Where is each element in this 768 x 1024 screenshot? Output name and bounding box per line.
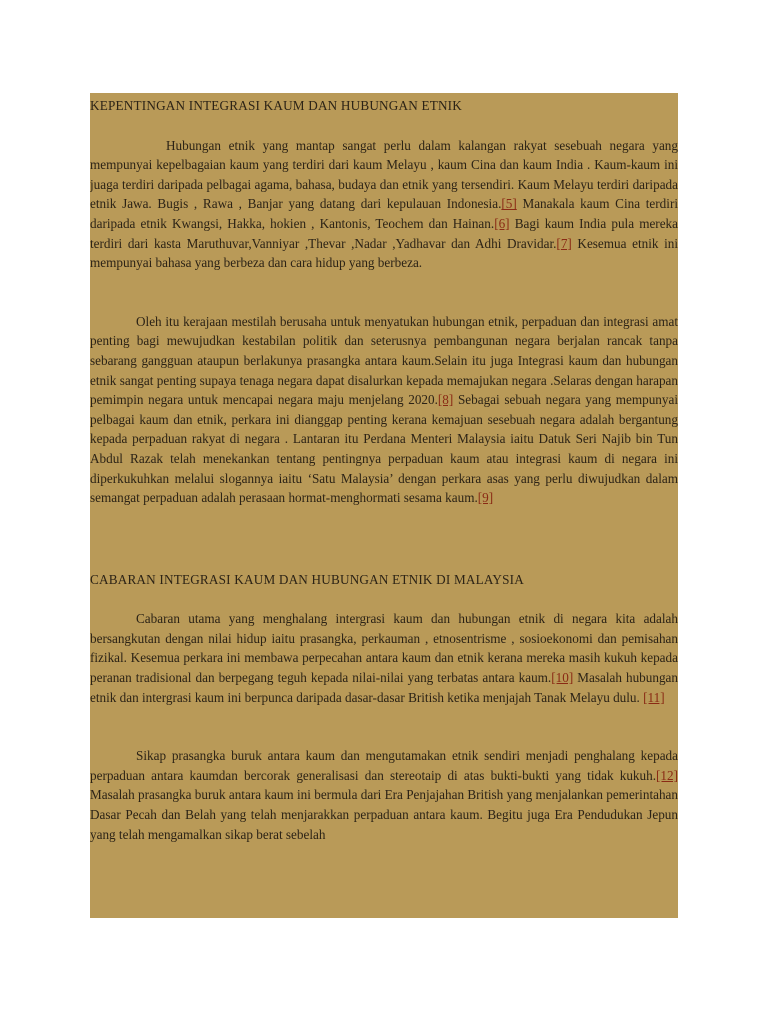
spacer bbox=[90, 116, 678, 136]
section-heading-cabaran: CABARAN INTEGRASI KAUM DAN HUBUNGAN ETNIK DI MALAYSIA bbox=[90, 571, 524, 587]
spacer bbox=[90, 707, 678, 746]
paragraph-hubungan-etnik bbox=[90, 136, 678, 273]
paragraph-text: Oleh itu kerajaan mestilah berusaha untuk menyatukan hubungan etnik, perpaduan dan integrasi amat penting bagi mewujudkan kestabilan politik dan seterusnya pembangunan negara berjalan rancak tanpa sebarang gangguan ataupun berlakunya prasangka antara kaum.Selain itu juga Integrasi kaum dan hubungan etnik sangat penting supaya tenaga negara dapat disalurkan kepada memajukan negara .Selaras dengan harapan pemimpin negara untuk mencapai negara maju menjelang 2020. bbox=[90, 313, 678, 408]
document-page bbox=[90, 93, 678, 918]
footnote-link-5[interactable]: [5] bbox=[501, 196, 517, 212]
footnote-link-7[interactable]: [7] bbox=[556, 235, 572, 251]
paragraph-text: Sebagai sebuah negara yang mempunyai pelbagai kaum dan etnik, perkara ini dianggap penting kerana kemajuan sesebuah negara adalah bergantung kepada perpaduan rakyat di negara . Lantaran itu Perdana Menteri Malaysia iaitu Datuk Seri Najib bin Tun Abdul Razak telah menekankan tentang pentingnya perpaduan kaum atau integrasi kaum di negara ini diperkukuhkan melalui slogannya iaitu ‘Satu Malaysia’ dengan perkara asas yang perlu diwujudkan dalam semangat perpaduan adalah perasaan hormat-menghormati sesama kaum. bbox=[90, 392, 678, 506]
paragraph-cabaran-utama bbox=[90, 609, 678, 707]
paragraph-text: Bagi kaum India pula mereka terdiri dari kasta Maruthuvar,Vanniyar ,Thevar ,Nadar ,Yadhavar dan Adhi Dravidar. bbox=[90, 215, 678, 251]
footnote-link-9[interactable]: [9] bbox=[477, 490, 494, 506]
paragraph-text: Sikap prasangka buruk antara kaum dan mengutamakan etnik sendiri menjadi penghalang kepada perpaduan antara kaumdan bercorak generalisasi dan stereotaip di atas bukti-bukti yang tidak kukuh. bbox=[90, 748, 678, 783]
paragraph-oleh-itu bbox=[90, 312, 678, 508]
footnote-link-12[interactable]: [12] bbox=[656, 767, 678, 783]
paragraph-text: Masalah prasangka buruk antara kaum ini bermula dari Era Penjajahan British yang menjalankan pemerintahan Dasar Pecah dan Belah yang telah menjarakkan perpaduan antara kaum. Begitu juga Era Pendudukan Jepun yang telah mengamalkan sikap berat sebelah bbox=[90, 787, 678, 842]
paragraph-text: Hubungan etnik yang mantap sangat perlu dalam kalangan rakyat sesebuah negara yang mempunyai kepelbagaian kaum yang terdiri dari kaum Melayu , kaum Cina dan kaum India . Kaum-kaum ini juaga terdiri daripada pelbagai agama, bahasa, budaya dan etnik yang tersendiri. Kaum Melayu terdiri daripada etnik Jawa. Bugis , Rawa , Banjar yang datang dari kepulauan Indonesia. bbox=[90, 137, 678, 212]
paragraph-text: Cabaran utama yang menghalang intergrasi kaum dan hubungan etnik di negara kita adalah bersangkutan dengan nilai hidup iaitu prasangka, perkauman , etnosentrisme , sosioekonomi dan pemisahan fizikal. Kesemua perkara ini membawa perpecahan antara kaum dan etnik kerana mereka masih kukuh kepada peranan tradisional dan berpegang teguh kepada nilai-nilai yang terbatas antara kaum. bbox=[90, 611, 678, 686]
paragraph-text: Masalah hubungan etnik dan intergrasi kaum ini berpunca daripada dasar-dasar British ketika menjajah Tanak Melayu dulu. bbox=[90, 670, 678, 705]
footnote-link-10[interactable]: [10] bbox=[551, 670, 574, 686]
footnote-link-8[interactable]: [8] bbox=[437, 392, 454, 408]
spacer bbox=[90, 273, 678, 312]
spacer bbox=[90, 547, 678, 567]
paragraph-sikap-prasangka bbox=[90, 746, 678, 844]
paragraph-text: Kesemua etnik ini mempunyai bahasa yang berbeza dan cara hidup yang berbeza. bbox=[90, 235, 678, 271]
paragraph-text: Manakala kaum Cina terdiri daripada etnik Kwangsi, Hakka, hokien , Kantonis, Teochem dan Hainan. bbox=[90, 196, 678, 231]
document-content bbox=[90, 93, 678, 844]
spacer bbox=[90, 508, 678, 547]
footnote-link-11[interactable]: [11] bbox=[643, 689, 665, 705]
section-heading-kepentingan: KEPENTINGAN INTEGRASI KAUM DAN HUBUNGAN ETNIK bbox=[90, 98, 462, 113]
spacer bbox=[90, 589, 678, 609]
footnote-link-6[interactable]: [6] bbox=[494, 215, 510, 231]
